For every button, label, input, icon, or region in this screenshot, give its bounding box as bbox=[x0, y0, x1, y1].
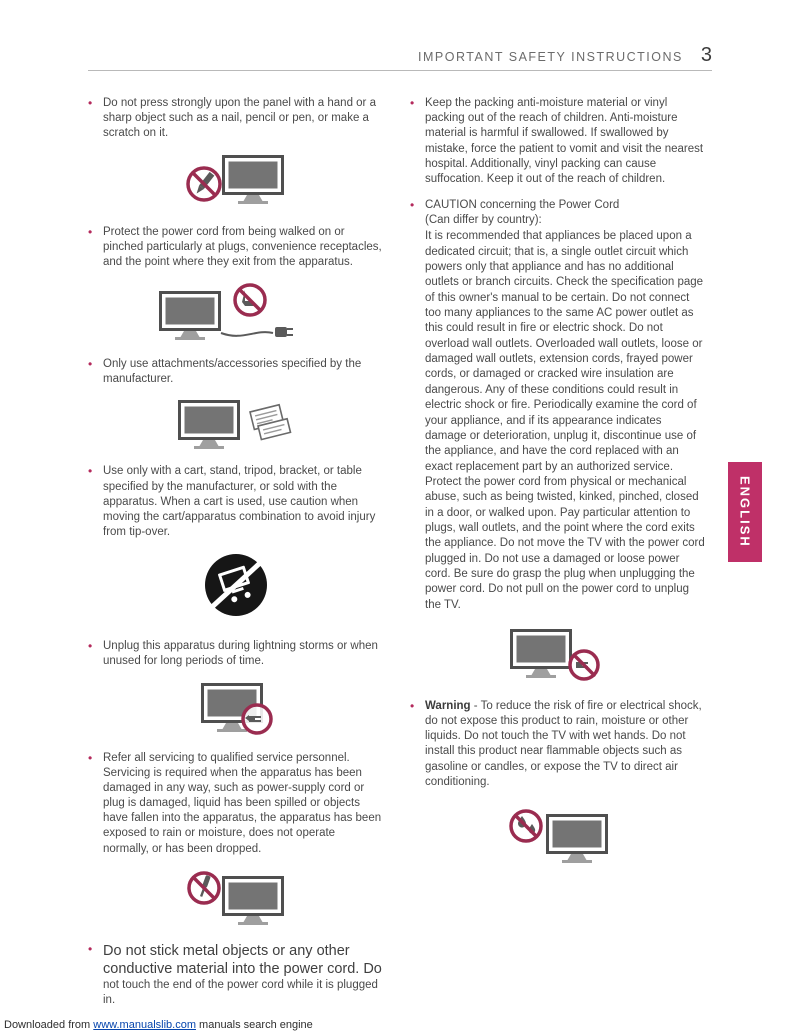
page-header bbox=[88, 44, 712, 67]
safety-instruction-caution bbox=[410, 198, 706, 613]
bullet-icon: • bbox=[88, 357, 93, 372]
caution-title-line2: (Can differ by country): bbox=[425, 214, 542, 227]
instruction-text: Keep the packing anti-moisture material or vinyl packing out of the reach of children. Anti-moisture material is harmful if swallowed. If swallowed by mistake, force the patient to vomit and visit the nearest hospital. Additionally, vinyl packing can cause suffocation. Keep it out of the reach of children. bbox=[425, 97, 704, 185]
bullet-icon: • bbox=[410, 698, 415, 713]
bullet-icon: • bbox=[410, 96, 415, 110]
tv-cord-walked-on-icon bbox=[157, 281, 315, 343]
safety-instruction bbox=[88, 751, 384, 857]
bullet-icon: • bbox=[88, 941, 93, 956]
instruction-text-small: not touch the end of the power cord while it is plugged in. bbox=[103, 979, 378, 1007]
safety-instruction bbox=[88, 464, 384, 540]
instruction-text: Refer all servicing to qualified service personnel. Servicing is required when the apparatus has been damaged in any way, such as power-supply cord or plug is damaged, liquid has been spilled or objects have fallen into the apparatus, the apparatus has been exposed to rain or moisture, does not operate normally, or has been dropped. bbox=[103, 751, 382, 855]
left-column bbox=[88, 96, 384, 1019]
bullet-icon: • bbox=[410, 198, 415, 213]
safety-instruction bbox=[88, 96, 384, 142]
cart-tip-over-warning-icon bbox=[200, 551, 272, 625]
safety-instruction bbox=[88, 357, 384, 387]
instruction-text: Only use attachments/accessories specified by the manufacturer. bbox=[103, 358, 362, 386]
bullet-icon: • bbox=[88, 224, 93, 239]
unplug-illustration bbox=[88, 681, 384, 737]
no-move-plugged-illustration bbox=[410, 627, 706, 685]
footer-suffix: manuals search engine bbox=[195, 1019, 313, 1031]
bullet-icon: • bbox=[88, 96, 93, 110]
no-scratch-illustration bbox=[88, 153, 384, 211]
instruction-text bbox=[425, 699, 706, 790]
tip-over-illustration bbox=[88, 551, 384, 625]
tv-with-accessories-icon bbox=[172, 398, 300, 450]
tv-no-self-service-icon bbox=[182, 868, 290, 928]
tv-no-liquids-icon bbox=[502, 806, 614, 866]
content-columns bbox=[88, 96, 706, 1019]
caution-title-line1: CAUTION concerning the Power Cord bbox=[425, 199, 620, 212]
safety-instruction bbox=[88, 942, 384, 1009]
footer-prefix: Downloaded from bbox=[4, 1019, 94, 1031]
instruction-text-large: Do not stick metal objects or any other conductive material into the power cord. Do bbox=[103, 942, 382, 977]
header-title: IMPORTANT SAFETY INSTRUCTIONS bbox=[418, 50, 683, 64]
language-tab-label: ENGLISH bbox=[737, 476, 753, 548]
instruction-text: Use only with a cart, stand, tripod, bracket, or table specified by the manufacturer, or sold with the apparatus. When a cart is used, use caution when moving the cart/apparatus combination to avoid injury from tip-over. bbox=[103, 465, 376, 539]
instruction-text: Protect the power cord from being walked on or pinched particularly at plugs, convenience receptacles, and the point where they exit from the apparatus. bbox=[103, 225, 382, 268]
accessories-illustration bbox=[88, 398, 384, 450]
tv-plug-prohibited-icon bbox=[502, 627, 614, 685]
warning-label: Warning bbox=[425, 699, 471, 712]
no-self-service-illustration bbox=[88, 868, 384, 928]
caution-body-text: It is recommended that appliances be placed upon a dedicated circuit; that is, a single outlet circuit which powers only that appliance and has no additional outlets or branch circuits. Check the specification page of this owner's manual to be certain. Do not connect too many appliances to the same AC power outlet as this could result in fire or electric shock. Do not overload wall outlets. Overloaded wall outlets, loose or damaged wall outlets, extension cords, frayed power cords, or damaged or cracked wire insulation are dangerous. Any of these conditions could result in electric shock or fire. Periodically examine the cord of your appliance, and if its appearance indicates damage or deterioration, unplug it, discontinue use of the appliance, and have the cord replaced with an exact replacement part by an authorized service. Protect the power cord from physical or mechanical abuse, such as being twisted, kinked, pinched, closed in a door, or walked upon. Pay particular attention to plugs, wall outlets, and the point where the cord exits the appliance. Do not move the TV with the power cord plugged in. Do not use a damaged or loose power cord. Be sure do grasp the plug when unplugging the power cord. Do not pull on the power cord to unplug the TV. bbox=[425, 230, 705, 611]
bullet-icon: • bbox=[88, 464, 93, 479]
tv-pencil-prohibited-icon bbox=[182, 153, 290, 211]
right-column bbox=[410, 96, 706, 1019]
safety-instruction bbox=[88, 225, 384, 271]
tv-unplug-icon bbox=[181, 681, 291, 737]
instruction-text: Do not press strongly upon the panel with a hand or a sharp object such as a nail, pencil or pen, or make a scratch on it. bbox=[103, 97, 376, 140]
safety-instruction-warning bbox=[410, 699, 706, 790]
warning-text: - To reduce the risk of fire or electrical shock, do not expose this product to rain, moisture or other liquids. Do not touch the TV with wet hands. Do not install this product near flammable objects such as gasoline or candles, or expose the TV to direct air conditioning. bbox=[425, 699, 702, 788]
safety-instruction bbox=[410, 96, 706, 187]
manualslib-link[interactable]: www.manualslib.com bbox=[93, 1019, 196, 1031]
instruction-text bbox=[103, 942, 384, 1009]
header-rule bbox=[88, 70, 712, 71]
page-footer bbox=[4, 1019, 313, 1031]
instruction-text: Unplug this apparatus during lightning storms or when unused for long periods of time. bbox=[103, 640, 378, 668]
bullet-icon: • bbox=[88, 639, 93, 654]
language-tab bbox=[728, 462, 762, 562]
safety-instruction bbox=[88, 639, 384, 669]
bullet-icon: • bbox=[88, 750, 93, 765]
page-number: 3 bbox=[700, 44, 712, 66]
protect-cord-illustration bbox=[88, 281, 384, 343]
no-liquids-illustration bbox=[410, 806, 706, 866]
